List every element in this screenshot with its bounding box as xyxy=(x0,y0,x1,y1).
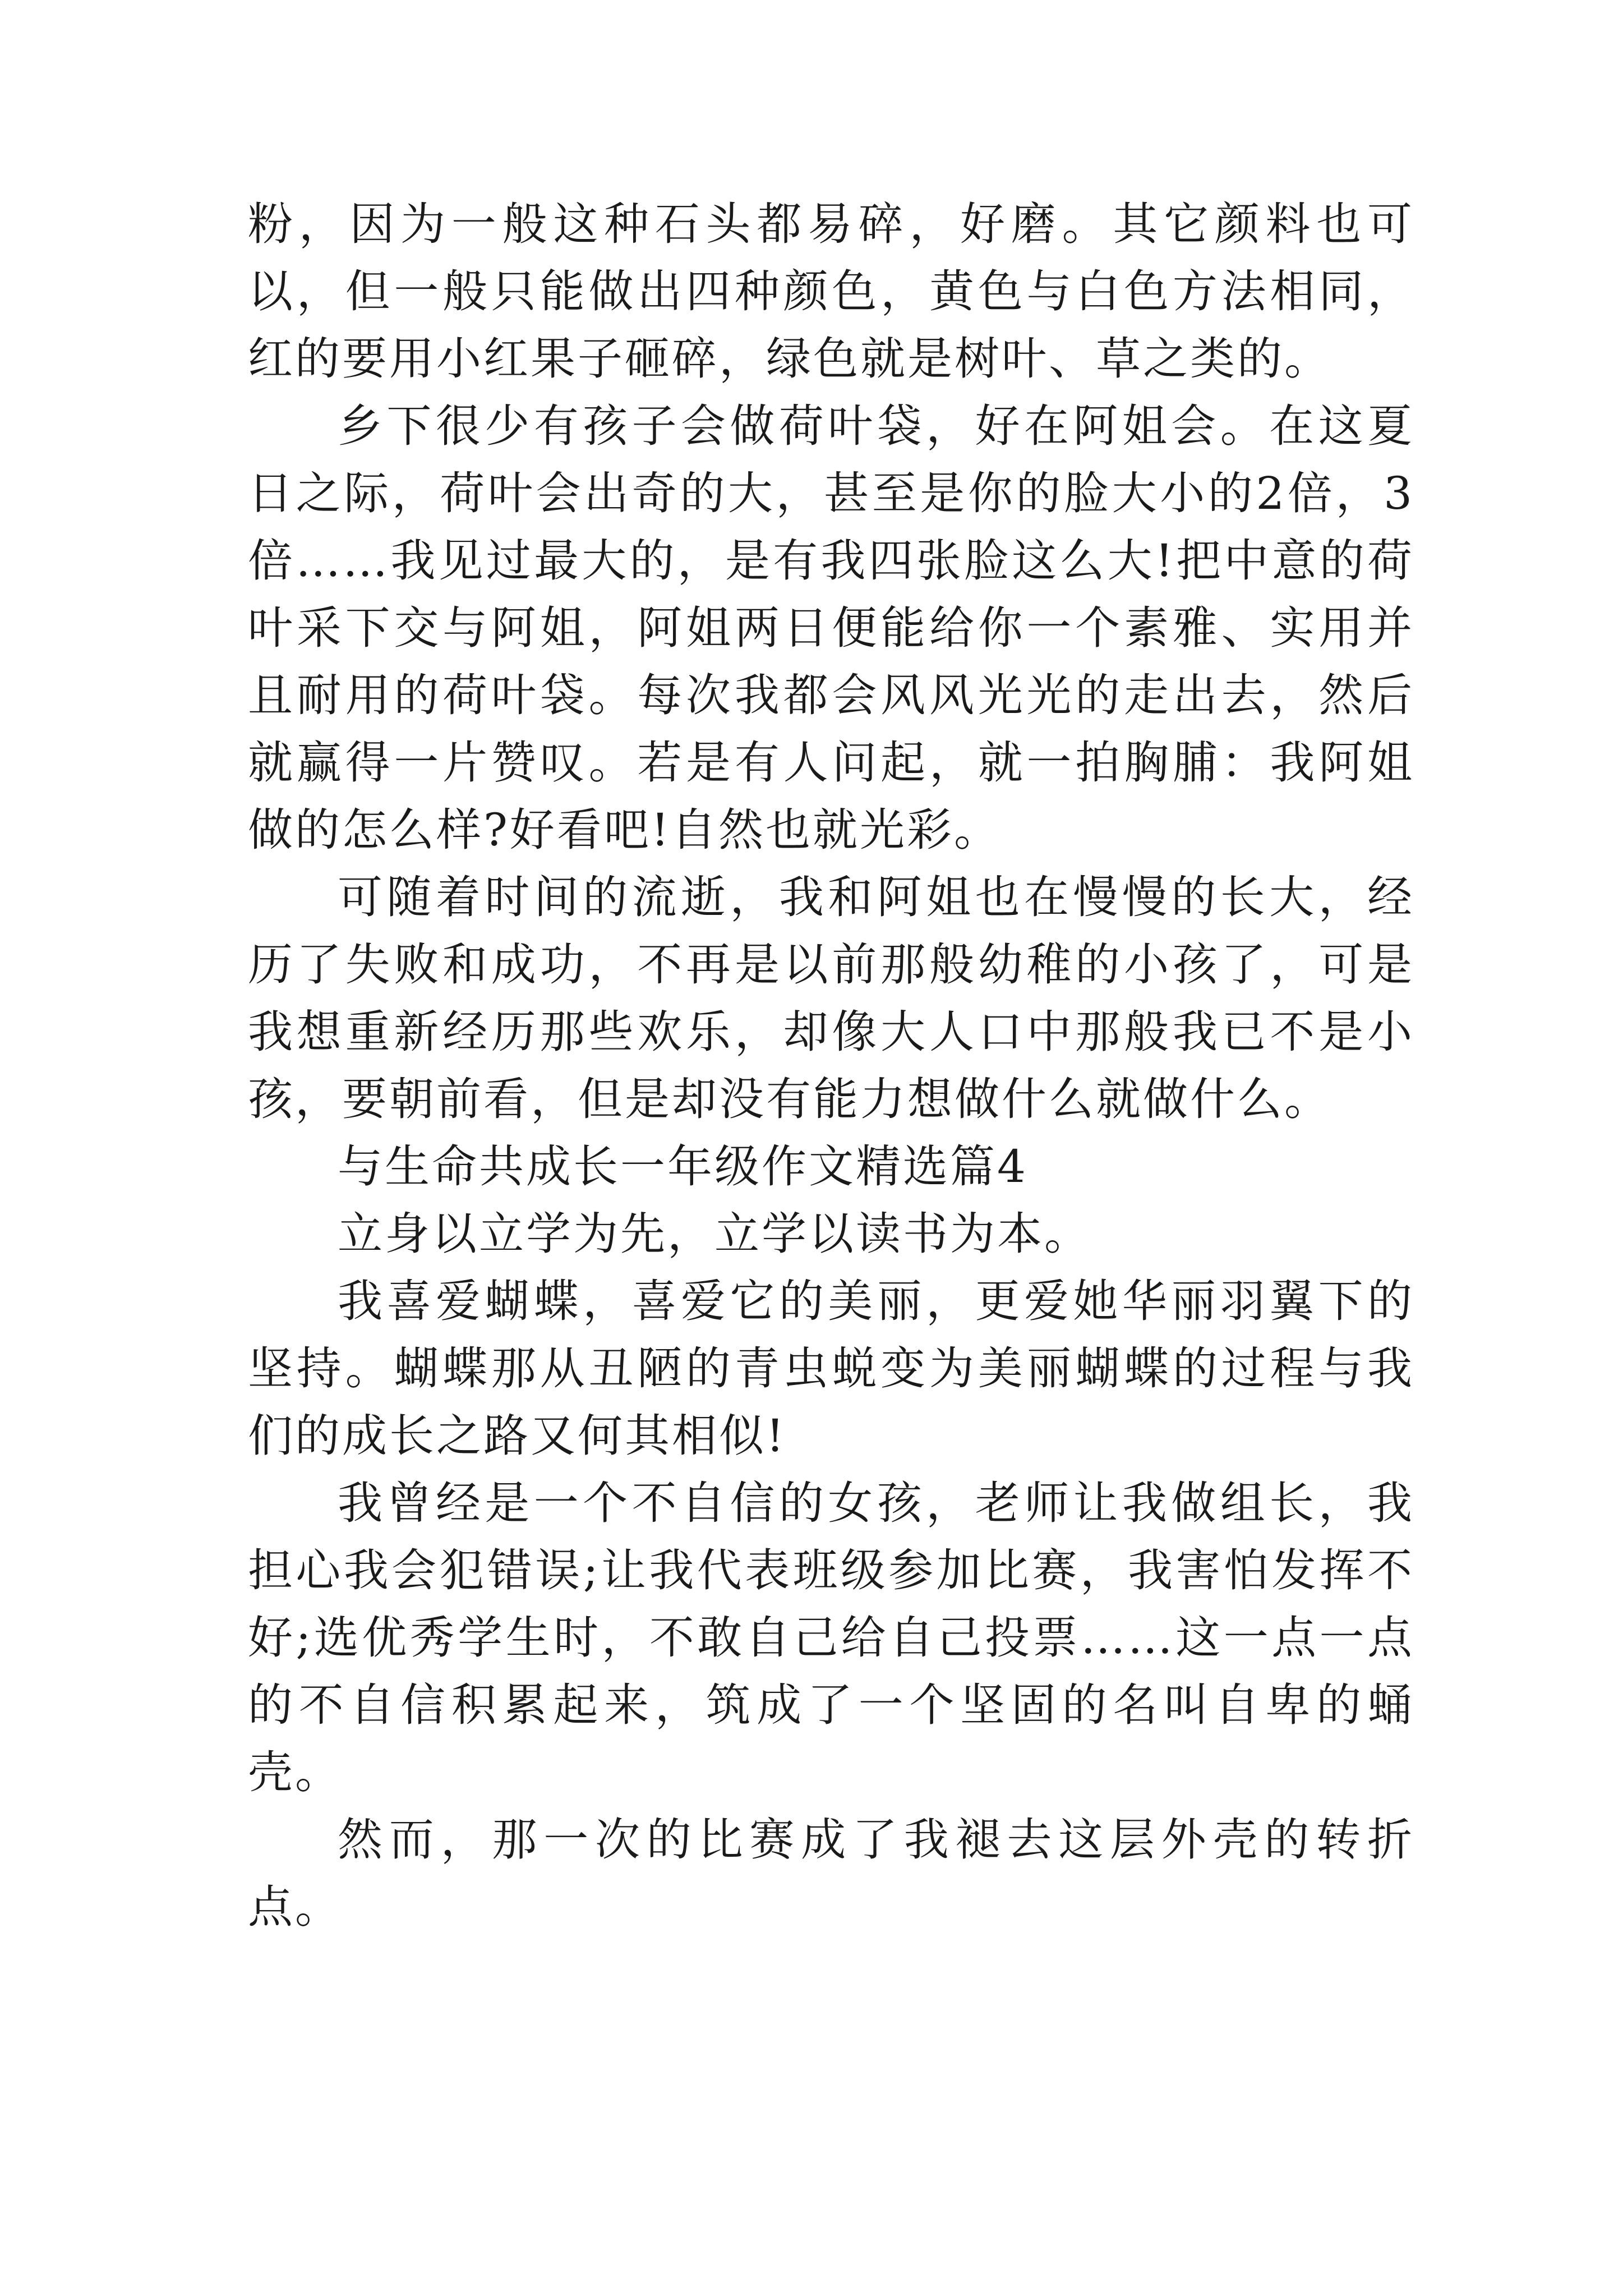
document-body xyxy=(248,191,1414,1941)
paragraph-3: 可随着时间的流逝，我和阿姐也在慢慢的长大，经历了失败和成功，不再是以前那般幼稚的小孩了，可是我想重新经历那些欢乐，却像大人口中那般我已不是小孩，要朝前看，但是却没有能力想做什么就做什么。 xyxy=(248,871,1414,1125)
paragraph-4: 立身以立学为先，立学以读书为本。 xyxy=(338,1208,1091,1260)
paragraph-5: 我喜爱蝴蝶，喜爱它的美丽，更爱她华丽羽翼下的坚持。蝴蝶那从丑陋的青虫蜕变为美丽蝴蝶的过程与我们的成长之路又何其相似! xyxy=(248,1275,1414,1462)
paragraph-7: 然而，那一次的比赛成了我褪去这层外壳的转折点。 xyxy=(248,1814,1414,1933)
paragraph-6: 我曾经是一个不自信的女孩，老师让我做组长，我担心我会犯错误;让我代表班级参加比赛，我害怕发挥不好;选优秀学生时，不敢自己给自己投票……这一点一点的不自信积累起来，筑成了一个坚固的名叫自卑的蛹壳。 xyxy=(248,1477,1414,1798)
section-heading: 与生命共成长一年级作文精选篇4 xyxy=(338,1140,1028,1193)
paragraph-2: 乡下很少有孩子会做荷叶袋，好在阿姐会。在这夏日之际，荷叶会出奇的大，甚至是你的脸大小的2倍，3倍……我见过最大的，是有我四张脸这么大!把中意的荷叶采下交与阿姐，阿姐两日便能给你一个素雅、实用并且耐用的荷叶袋。每次我都会风风光光的走出去，然后就赢得一片赞叹。若是有人问起，就一拍胸脯：我阿姐做的怎么样?好看吧!自然也就光彩。 xyxy=(248,400,1414,856)
paragraph-1: 粉，因为一般这种石头都易碎，好磨。其它颜料也可以，但一般只能做出四种颜色，黄色与白色方法相同，红的要用小红果子砸碎，绿色就是树叶、草之类的。 xyxy=(248,198,1414,385)
